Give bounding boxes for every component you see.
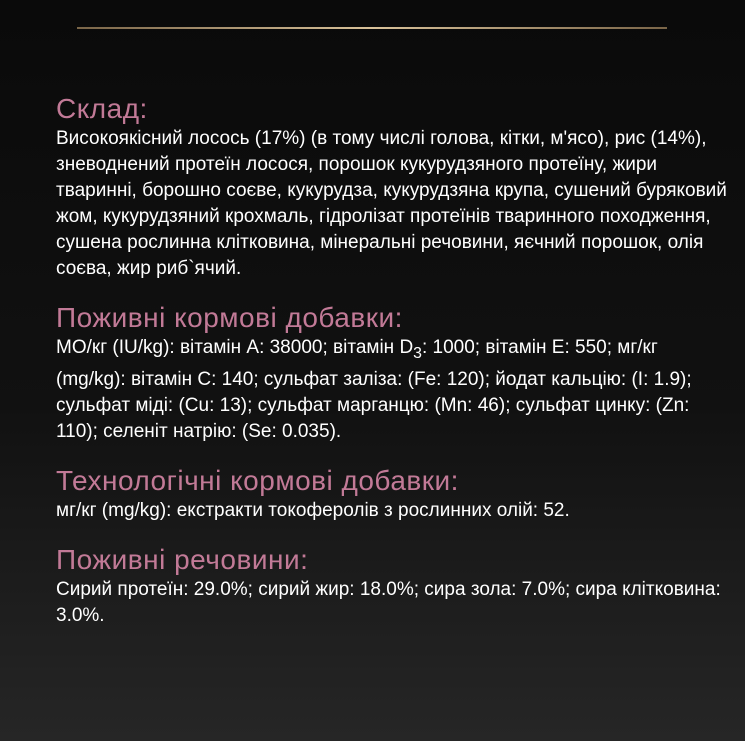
vitamin-d-subscript: 3 bbox=[413, 344, 422, 362]
composition-text: Високоякісний лосось (17%) (в тому числі голова, кітки, м'ясо), рис (14%), зневоднений протеїн лосося, порошок кукурудзяного протеїну, жири тваринні, борошно соєве, кукурудза, кукурудзяна крупа, сушений буряковий жом, кукурудзяний крохмаль, гідролізат протеїнів тваринного походження, сушена рослинна клітковина, мінеральні речовини, яєчний порошок, олія соєва, жир риб`ячий. bbox=[56, 128, 727, 279]
nutritional-additives-text-part1: МО/кг (IU/kg): вітамін А: 38000; вітамін D bbox=[56, 337, 414, 358]
nutrients-heading: Поживні речовини: bbox=[56, 543, 309, 575]
composition-section bbox=[56, 92, 728, 282]
label-content bbox=[56, 92, 728, 648]
gold-divider-line bbox=[77, 27, 667, 29]
nutrients-section bbox=[56, 543, 728, 629]
nutritional-additives-text-part2: : 1000; вітамін Е: 550; мг/кг (mg/kg): вітамін С: 140; сульфат заліза: (Fe: 120); йодат кальцію: (I: 1.9); сульфат міді: (Cu: 13); сульфат марганцю: (Mn: 46); сульфат цинку: (Zn: 110); селеніт натрію: (Se: 0.035). bbox=[56, 337, 692, 442]
nutritional-additives-section bbox=[56, 301, 728, 445]
composition-heading: Склад: bbox=[56, 93, 148, 124]
nutritional-additives-text bbox=[56, 335, 728, 445]
technological-additives-section bbox=[56, 464, 728, 524]
nutritional-additives-heading: Поживні кормові добавки: bbox=[56, 302, 403, 333]
technological-additives-text: мг/кг (mg/kg): екстракти токоферолів з рослинних олій: 52. bbox=[56, 499, 570, 521]
technological-additives-heading: Технологічні кормові добавки: bbox=[56, 464, 459, 496]
nutrients-text: Сирий протеїн: 29.0%; сирий жир: 18.0%; сира зола: 7.0%; сира клітковина: 3.0%. bbox=[56, 578, 721, 626]
